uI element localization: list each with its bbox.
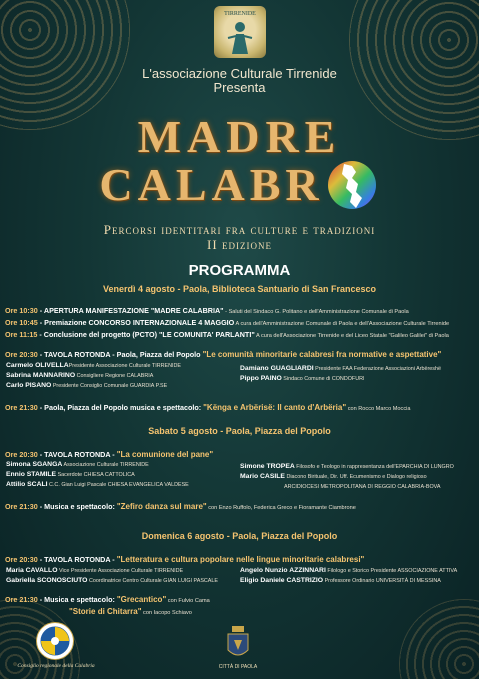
event-time: Ore 21:30	[5, 502, 38, 511]
event-performer: con Enzo Ruffolo, Federica Greco e Fioramante Ciambrone	[206, 505, 356, 511]
day1-event-5	[5, 403, 474, 414]
speaker: Sabrina MANNARINO Consigliere Regione CALABRIA	[6, 372, 154, 379]
day1-event-2	[5, 318, 474, 329]
event-title: - Conclusione del progetto (PCTO) "LE COMUNITA' PARLANTI"	[37, 330, 255, 339]
event-time: Ore 20:30	[5, 350, 38, 359]
day2-event-2	[5, 502, 474, 513]
speaker: Carmelo OLIVELLAPresidente Associazione Culturale TIRRENIDE	[6, 362, 181, 369]
event-title: "Storie di Chitarra"	[69, 607, 142, 616]
region-caption: Consiglio regionale della Calabria	[17, 663, 95, 669]
figure-icon	[224, 20, 256, 54]
speaker: Maria CAVALLO Vice Presidente Associazione Culturale TIRRENIDE	[6, 567, 184, 574]
speaker: Gabriella SCONOSCIUTO Coordinatrice Centro Culturale GIAN LUIGI PASCALE	[6, 577, 218, 584]
event-note: A cura dell'Associazione Tirrenide e del Liceo Statale "Galileo Galilei" di Paola	[254, 333, 449, 339]
day3-event-1	[5, 555, 474, 564]
speaker: Ennio STAMILE Sacerdote CHIESA CATTOLICA	[6, 471, 135, 478]
event-performer: con Fulvio Cama	[166, 598, 210, 604]
day2-speakers-right	[240, 462, 454, 492]
paola-crest-icon	[226, 626, 250, 662]
event-title: "Zefiro danza sul mare"	[116, 502, 207, 511]
edition: II edizione	[207, 237, 272, 252]
event-plain: - Musica e spettacolo:	[37, 502, 117, 511]
day1-event-3	[5, 330, 474, 341]
day3-heading: Domenica 6 agosto - Paola, Piazza del Popolo	[141, 531, 338, 541]
event-time: Ore 20:30	[5, 450, 38, 459]
title-calabria-text: CALABR	[99, 159, 324, 210]
speaker: Mario CASILE Diacono Birituale, Dir. Uff. Ecumenismo e Dialogo religioso	[240, 473, 427, 480]
event-time: Ore 21:30	[5, 595, 38, 604]
speaker: Attilio SCALI C.C. Gian Luigi Pascale CHIESA EVANGELICA VALDESE	[6, 481, 189, 488]
event-title: "Letteratura e cultura popolare nelle lingue minoritarie calabresi"	[116, 555, 365, 564]
speaker: Carlo PISANO Presidente Consiglio Comunale GUARDIA P.SE	[6, 382, 168, 389]
day2-speakers-left	[6, 460, 189, 490]
day1-event-1	[5, 306, 474, 317]
event-time: Ore 10:30	[5, 306, 38, 315]
event-note: A cura dell'Amministrazione Comunale di Paola e dell'Associazione Culturale Tirrenide	[234, 321, 450, 327]
tirrenide-logo	[214, 6, 266, 58]
day2-heading: Sabato 5 agosto - Paola, Piazza del Popolo	[148, 426, 331, 436]
event-time: Ore 20:30	[5, 555, 38, 564]
speaker: Eligio Daniele CASTRIZIO Professore Ordinario UNIVERSITÀ DI MESSINA	[240, 577, 441, 584]
day3-event-2	[5, 595, 474, 606]
event-performer: con Rocco Marco Moccia	[346, 406, 411, 412]
day3-event-3	[69, 607, 474, 618]
title-calabria	[0, 158, 479, 211]
event-title: - Premiazione CONCORSO INTERNAZIONALE 4 MAGGIO	[37, 318, 235, 327]
event-plain: - TAVOLA ROTONDA - Paola, Piazza del Popolo	[37, 350, 203, 359]
event-plain: - Musica e spettacolo:	[37, 595, 117, 604]
day1-event-4	[5, 350, 474, 359]
event-note: - Saluti del Sindaco G. Politano e dell'Amministrazione Comunale di Paola	[223, 309, 409, 315]
speaker: Damiano GUAGLIARDI Presidente FAA Federazione Associazioni Arbëreshë	[240, 365, 441, 372]
event-title: "Kënga e Arbërisë: Il canto d'Arbëria"	[203, 403, 347, 412]
event-time: Ore 10:45	[5, 318, 38, 327]
event-title: "Le comunità minoritarie calabresi fra normative e aspettative"	[202, 350, 442, 359]
day3-speakers-right	[240, 566, 457, 586]
subtitle: Percorsi identitari fra culture e tradizioni	[103, 222, 376, 237]
day1-heading: Venerdì 4 agosto - Paola, Biblioteca Santuario di San Francesco	[102, 284, 377, 294]
event-title: "Grecantico"	[116, 595, 167, 604]
event-time: Ore 21:30	[5, 403, 38, 412]
organizer-line: L'associazione Culturale Tirrenide	[142, 66, 337, 81]
city-caption: CITTÀ DI PAOLA	[218, 664, 258, 670]
day1-speakers-left	[6, 361, 181, 391]
event-title: "La comunione del pane"	[116, 450, 214, 459]
speaker: Pippo PAINO Sindaco Comune di CONDOFURI	[240, 375, 365, 382]
speaker: Simone TROPEA Filosofo e Teologo in rappresentanza dell'EPARCHIA DI LUNGRO	[240, 463, 454, 470]
speaker: Simona SGANGA Associazione Culturale TIRRENIDE	[6, 461, 149, 468]
program-heading: PROGRAMMA	[188, 262, 291, 279]
logo-text: TIRRENIDE	[224, 11, 256, 17]
calabria-map-icon	[322, 158, 382, 212]
title-madre: MADRE	[137, 111, 342, 162]
day2-event-1	[5, 450, 474, 459]
region-crest-icon	[37, 623, 73, 659]
calabria-region-logo	[36, 622, 74, 660]
event-plain: - TAVOLA ROTONDA -	[37, 450, 117, 459]
event-title: - APERTURA MANIFESTAZIONE "MADRE CALABRIA"	[37, 306, 224, 315]
event-performer: con Iacopo Schiavo	[141, 610, 192, 616]
day3-speakers-left	[6, 566, 218, 586]
event-plain: - Paola, Piazza del Popolo musica e spettacolo:	[37, 403, 204, 412]
speaker: ARCIDIOCESI METROPOLITANA DI REGGIO CALABRIA-BOVA	[284, 484, 441, 490]
presents-line: Presenta	[213, 80, 266, 95]
day1-speakers-right	[240, 364, 441, 384]
event-time: Ore 11:15	[5, 330, 38, 339]
speaker: Angelo Nunzio AZZINNARI Filologo e Storico Presidente ASSOCIAZIONE ATTIVA	[240, 567, 458, 574]
event-plain: - TAVOLA ROTONDA -	[37, 555, 117, 564]
